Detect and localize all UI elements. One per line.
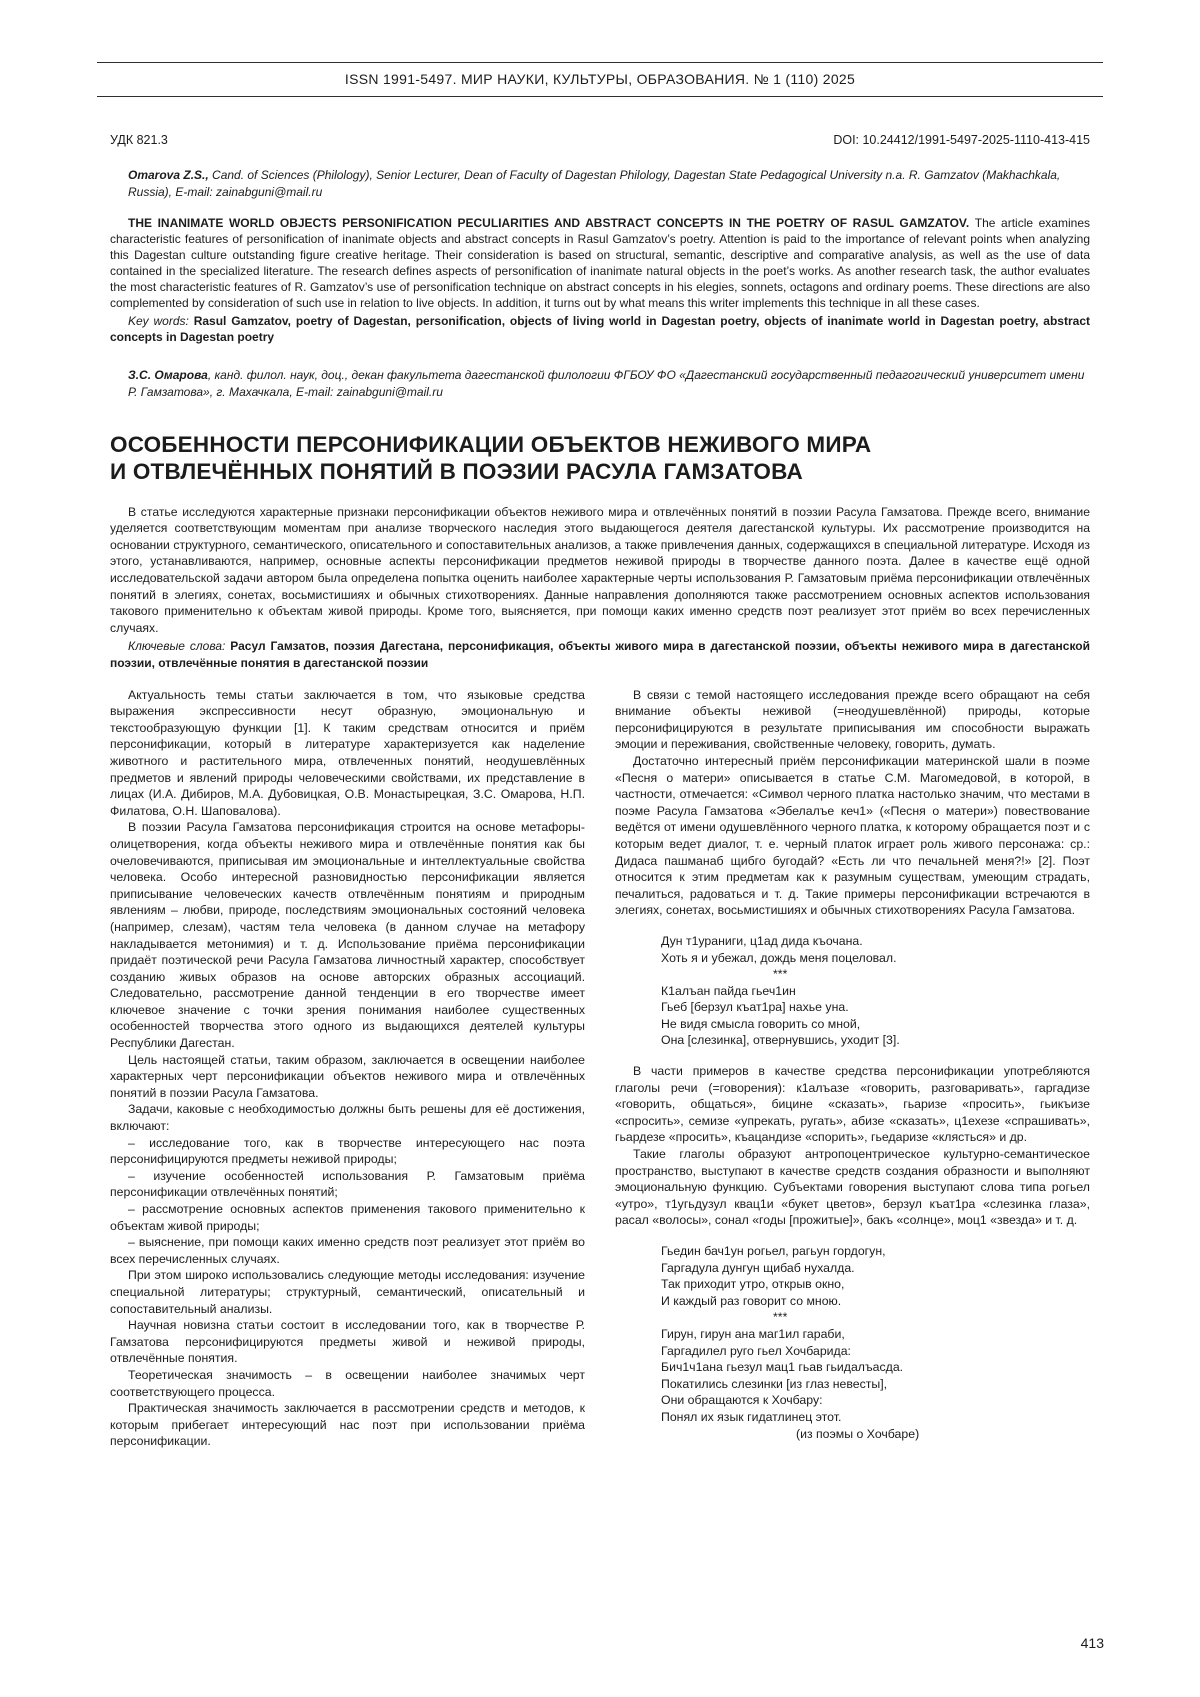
article-title-en: THE INANIMATE WORLD OBJECTS PERSONIFICATION PECULIARITIES AND ABSTRACT CONCEPTS IN THE POETRY OF RASUL GAMZATOV. (128, 215, 975, 230)
paragraph: Практическая значимость заключается в рассмотрении средств и методов, к которым прибегает интересующий нас поэт при использовании приёма персонификации. (110, 1401, 585, 1449)
paragraph: Задачи, каковые с необходимостью должны быть решены для её достижения, включают: (110, 1102, 585, 1134)
keywords-ru-text: Расул Гамзатов, поэзия Дагестана, персонификация, объекты живого мира в дагестанской поэзии, объекты неживого мира в дагестанской поэзии, отвлечённые понятия в дагестанской поэзии (110, 639, 1091, 670)
author-en-name: Omarova Z.S., (128, 168, 213, 182)
article-title-line1: ОСОБЕННОСТИ ПЕРСОНИФИКАЦИИ ОБЪЕКТОВ НЕЖИВОГО МИРА (110, 431, 872, 457)
list-item: – исследование того, как в творчестве интересующего нас поэта персонифицируются предметы неживой природы; (110, 1135, 585, 1167)
article-title-line2: И ОТВЛЕЧЁННЫХ ПОНЯТИЙ В ПОЭЗИИ РАСУЛА ГАМЗАТОВА (110, 459, 803, 485)
meta-row (110, 133, 1090, 147)
paragraph: Научная новизна статьи состоит в исследовании того, как в творчестве Р. Гамзатова персонифицируются предметы живой и неживой природы, отвлечённые понятия. (110, 1318, 585, 1366)
doi-label: DOI: 10.24412/1991-5497-2025-1110-413-415 (833, 133, 1090, 147)
keywords-en-text: Rasul Gamzatov, poetry of Dagestan, personification, objects of living world in Dagestan poetry, objects of inanimate world in Dagestan poetry, abstract concepts in Dagestan poetry (110, 314, 1090, 345)
paragraph: В поэзии Расула Гамзатова персонификация строится на основе метафоры-олицетворения, когда объекты неживого мира и отвлечённые понятия как бы очеловечиваются, приписывая им эмоциональные и интеллектуальные свойства человека. Особо интересной разновидностью персонификации является приписывание человеческих качеств отвлечённым понятиям и природным явлениям – любви, природе, последствиям эмоциональных состояний человека (например, слезам), частям тела человека (в данном случае на метафору накладывается метонимия) и т. д. Использование приёма персонификации придаёт поэтической речи Расула Гамзатова личностный характер, способствует созданию живых образов на основе авторских образных ассоциаций. Следовательно, рассмотрение данной тенденции в его творчестве имеет ключевое значение с точки зрения понимания наиболее существенных особенностей творчества этого одного из выдающихся деятелей культуры Республики Дагестан. (110, 820, 585, 1051)
udc-label: УДК 821.3 (110, 133, 168, 147)
poem-line: Гаргадилел руго гьел Хочбарида: (661, 1343, 851, 1358)
poem-line: Так приходит утро, открыв окно, (661, 1277, 845, 1292)
poem-attribution: (из поэмы о Хочбаре) (796, 1426, 920, 1441)
author-en-affiliation: Cand. of Sciences (Philology), Senior Lecturer, Dean of Faculty of Dagestan Philology, Dagestan State Pedagogical University n.a. R. Gamzatov (Makhachkala, Russia), E-mail: zainabguni@mail.ru (128, 168, 1061, 199)
paragraph: Такие глаголы образуют антропоцентрическое культурно-семантическое пространство, выступают в качестве средств создания образности и выполняют эмоциональную функцию. Субъектами говорения выступают слова типа рогьел «утро», т1угьдузул квац1и «букет цветов», берзул къат1ра «слезинка глаза», расал «волосы», сонал «годы [прожитые]», бакъ «солнце», моц1 «звезда» и т. д. (615, 1147, 1090, 1228)
author-ru (128, 367, 1090, 401)
poem-line: Не видя смысла говорить со мной, (661, 1016, 861, 1031)
article-title-ru (110, 431, 1090, 486)
paragraph: Теоретическая значимость – в освещении наиболее значимых черт соответствующего процесса. (110, 1367, 585, 1399)
abstract-en (110, 215, 1090, 311)
journal-issn-line: ISSN 1991-5497. МИР НАУКИ, КУЛЬТУРЫ, ОБРАЗОВАНИЯ. № 1 (110) 2025 (344, 71, 856, 87)
list-item: – выяснение, при помощи каких именно средств поэт реализует этот приём во всех перечисленных случаях. (110, 1235, 585, 1266)
keywords-en-label: Key words: (128, 314, 194, 329)
paragraph: Цель настоящей статьи, таким образом, заключается в освещении наиболее характерных черт персонификации объектов неживого мира и отвлечённых понятий в поэзии Расула Гамзатова. (110, 1052, 585, 1100)
poem-separator: *** (773, 1310, 788, 1325)
poem-block (661, 1243, 1090, 1442)
journal-header (97, 62, 1103, 97)
poem-line: Хоть я и убежал, дождь меня поцеловал. (661, 950, 897, 965)
poem-line: Покатились слезинки [из глаз невесты], (661, 1376, 888, 1391)
paragraph: В части примеров в качестве средства персонификации употребляются глаголы речи (=говорения): к1алъазе «говорить, разговаривать», гаргадизе «говорить, общаться», бицине «сказать», гьаризе «просить», гьикъизе «спросить», семизе «упрекать, ругать», абизе «сказать», ц1ехезе «спрашивать», гьардезе «просить», къацандизе «спорить», гьедаризе «клясться» и др. (615, 1064, 1090, 1145)
list-item: – изучение особенностей использования Р. Гамзатовым приёма персонификации отвлечённых понятий; (110, 1168, 585, 1200)
paragraph: При этом широко использовались следующие методы исследования: изучение специальной литературы; структурный, семантический, описательный и сопоставительный анализы. (110, 1268, 585, 1316)
poem-line: Они обращаются к Хочбару: (661, 1393, 823, 1408)
keywords-ru (110, 638, 1090, 670)
paragraph: Достаточно интересный приём персонификации материнской шали в поэме «Песня о матери» описывается в статье С.М. Магомедовой, в которой, в частности, отмечается: «Символ черного платка настолько значим, что местами в поэме Расула Гамзатова «Эбелалъе кеч1» («Песня о матери») повествование ведётся от имени одушевлённого черного платка, к которому обращается поэт и с которым ведет диалог, т. е. черный платок играет роль живого персонажа: ср.: Дидаса пашманаб щибго бугодай? «Есть ли что печальней меня?!» [2]. Поэт относится к этим предметам как к разумным существам, умеющим страдать, печалиться, радоваться и т. д. Такие примеры персонификации встречаются в элегиях, сонетах, восьмистишиях и обычных стихотворениях Расула Гамзатова. (615, 753, 1090, 918)
poem-line: И каждый раз говорит со мною. (661, 1293, 842, 1308)
page-number: 413 (1080, 1635, 1104, 1651)
list-item: – рассмотрение основных аспектов применения такового применительно к объектам живой природы; (110, 1202, 585, 1233)
poem-line: Понял их язык гидатлинец этот. (661, 1409, 842, 1424)
poem-line: К1алъан пайда гьеч1ин (661, 983, 796, 998)
poem-line: Гьеб [берзул къат1ра] нахье уна. (661, 1000, 849, 1015)
poem-separator: *** (773, 967, 788, 982)
abstract-en-text: The article examines characteristic features of personification of inanimate objects and abstract concepts in Rasul Gamzatov’s poetry. Attention is paid to the importance of relevant points when analyzing this Dagestan culture outstanding figure creative heritage. Their consideration is based on structural, semantic, descriptive and comparative analysis, as well as the use of data contained in the specialized literature. The research defines aspects of personification of inanimate natural objects in the poet’s works. As another research task, the author evaluates the most characteristic features of R. Gamzatov’s use of personification technique on abstract concepts in his elegies, sonnets, octagons and ordinary poems. These directions are also complemented by consideration of such use in relation to live objects. In addition, it turns out by what means this writer implements this technique in all these cases. (110, 215, 1090, 310)
right-column (615, 687, 1090, 1457)
paragraph: Актуальность темы статьи заключается в том, что языковые средства выражения экспрессивности несут образную, эмоциональную и текстообразующую функции [1]. К таким средствам относится и приём персонификации, который в литературе характеризуется как наделение животного и растительного мира, отвлеченных понятий, неодушевлённых предметов и явлений природы человеческими свойствами, их представление в лицах (И.А. Дибиров, М.А. Дубовицкая, О.В. Монастырецкая, З.С. Омарова, Н.П. Филатова, О.Н. Шаповалова). (110, 687, 585, 818)
poem-line: Гьедин бач1ун рогьел, рагьун гордогун, (661, 1244, 886, 1258)
author-ru-affiliation: , канд. филол. наук, доц., декан факультета дагестанской филологии ФГБОУ ФО «Дагестанский государственный педагогический университет имени Р. Гамзатова», г. Махачкала, E-mail: zainabguni@mail.ru (128, 368, 1085, 400)
author-en (128, 167, 1090, 201)
left-column (110, 687, 585, 1457)
poem-line: Она [слезинка], отвернувшись, уходит [3]. (661, 1033, 900, 1048)
paragraph: В связи с темой настоящего исследования прежде всего обращают на себя внимание объекты неживой (=неодушевлённой) природы, которые персонифицируются в результате приписывания им способности выражать эмоции и переживания, свойственные человеку, говорить, думать. (615, 687, 1090, 752)
poem-line: Гирун, гирун ана маг1ил гараби, (661, 1326, 845, 1341)
poem-line: Гаргадула дунгун щибаб нухалда. (661, 1260, 855, 1275)
article-body (110, 687, 1090, 1457)
abstract-ru: В статье исследуются характерные признаки персонификации объектов неживого мира и отвлечённых понятий в поэзии Расула Гамзатова. Прежде всего, внимание уделяется соответствующим моментам при анализе творческого наследия этого выдающегося деятеля дагестанской культуры. Их рассмотрение производится на основании структурного, семантического, описательного и сопоставительных анализов, а также привлечения данных, содержащихся в специальной литературе. Исходя из этого, устанавливаются, например, основные аспекты персонификации предметов неживой природы в творчестве данного поэта. Далее в качестве ещё одной исследовательской задачи автором была определена попытка оценить наиболее характерные черты использования Р. Гамзатовым приёма персонификации отвлечённых понятий в элегиях, сонетах, восьмистишиях и обычных стихотворениях. Данные направления дополняются также рассмотрением основных аспектов использования такового применительно к объектам живой природы. Кроме того, выясняется, при помощи каких именно средств поэт реализует этот приём во всех перечисленных случаях. (110, 504, 1090, 635)
page-content (0, 133, 1200, 1456)
poem-block (661, 933, 1090, 1049)
poem-line: Дун т1ураниги, ц1ад дида къочана. (661, 933, 863, 948)
keywords-en (110, 313, 1090, 345)
poem-line: Бич1ч1ана гьезул мац1 гьав гьидалъасда. (661, 1360, 904, 1375)
author-ru-name: З.С. Омарова (128, 368, 208, 383)
keywords-ru-label: Ключевые слова: (128, 639, 231, 654)
